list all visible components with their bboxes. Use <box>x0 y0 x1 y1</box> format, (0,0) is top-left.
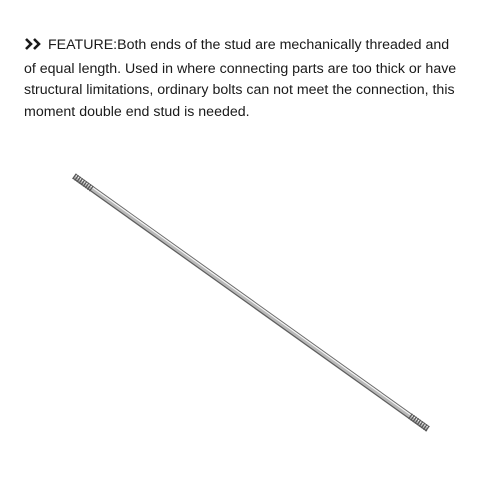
feature-text: FEATURE:Both ends of the stud are mechanically threaded and of equal length. Used in where connecting parts are too thick or have structural limitations, ordinary bolts can not meet the connection, this moment double end stud is needed. <box>24 37 457 120</box>
thread-end-bottom <box>410 416 428 429</box>
feature-description <box>24 35 464 123</box>
double-chevron-right-icon <box>24 37 44 59</box>
thread-end-top <box>74 176 92 189</box>
